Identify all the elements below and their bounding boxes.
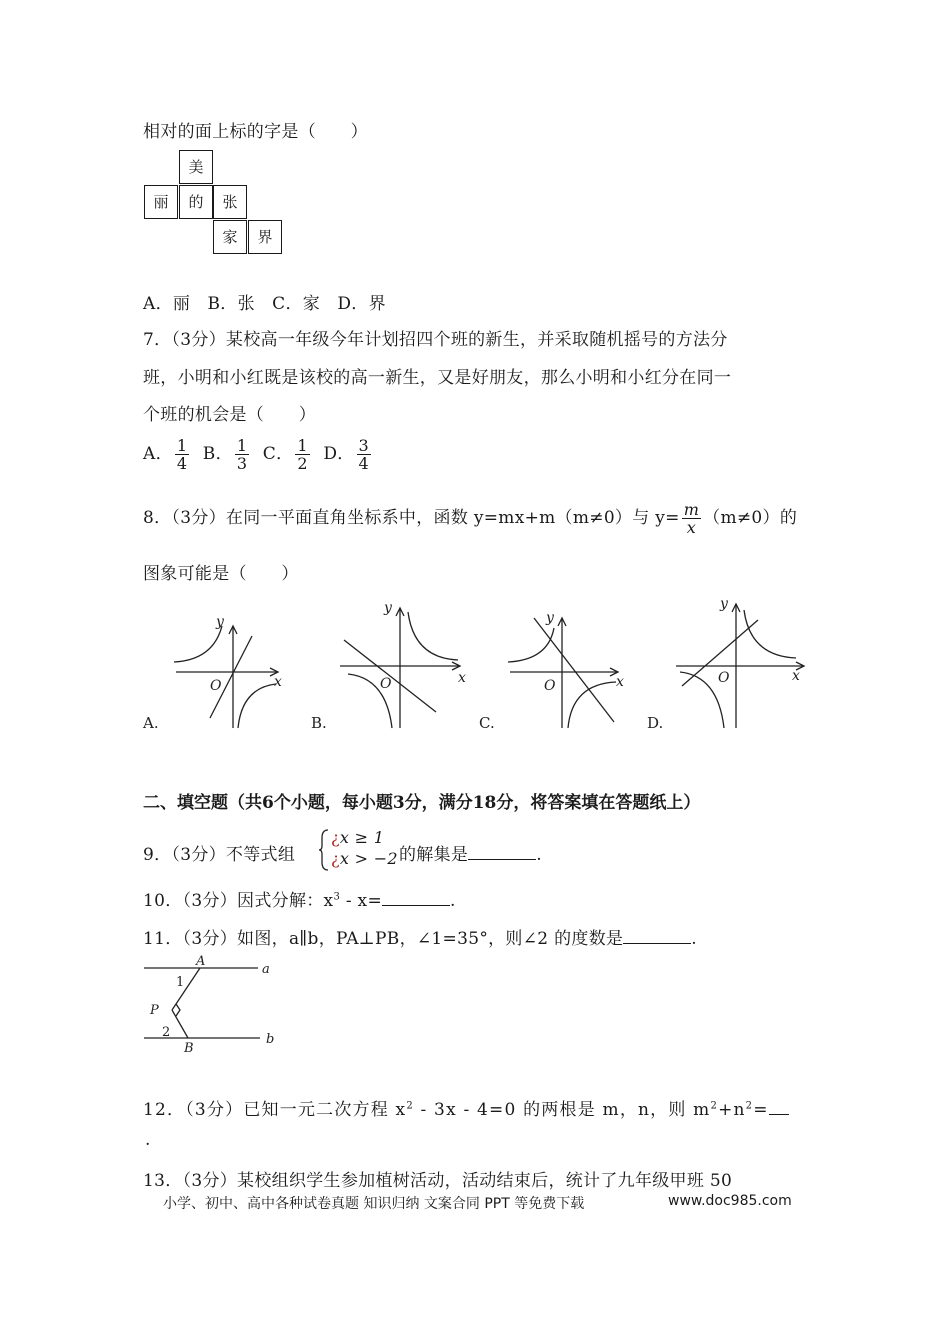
q10: 10．（3分）因式分解：$x^3 - x=$ . <box>143 891 456 911</box>
footer-text: 小学、初中、高中各种试卷真题 知识归纳 文案合同 PPT 等免费下载 <box>163 1196 585 1212</box>
q9-ineq1: ¿x ≥ 1 <box>331 828 385 847</box>
graph-c-x-label: x <box>616 674 624 690</box>
q9-post: 的解集是 . <box>399 845 542 865</box>
graph-b <box>340 608 460 728</box>
net-cell-3: 的 <box>179 185 213 219</box>
net-cell-5: 家 <box>213 220 247 254</box>
section-2-title: 二、填空题（共6个小题，每小题3分，满分18分，将答案填在答题纸上） <box>143 793 701 813</box>
graph-a-origin: O <box>210 678 222 694</box>
q7-line1: 7．（3分）某校高一年级今年计划招四个班的新生，并采取随机摇号的方法分 <box>143 330 728 350</box>
net-cell-1: 美 <box>179 150 213 184</box>
q7-option-c-label: C． <box>262 444 294 464</box>
q6-options: A．丽 B．张 C．家 D．界 <box>143 294 386 314</box>
graph-a-x-label: x <box>274 674 282 690</box>
q11-point-b: B <box>184 1041 194 1052</box>
q8-line1 <box>143 501 797 536</box>
q9-pre: 9．（3分）不等式组 <box>143 845 296 865</box>
net-cell-2: 丽 <box>144 185 178 219</box>
q11-figure <box>140 952 290 1052</box>
q9-brace <box>318 828 330 872</box>
graph-d-origin: O <box>718 670 730 686</box>
graph-a <box>174 626 278 728</box>
q12-answer-blank[interactable] <box>769 1098 789 1115</box>
graph-a-label: A. <box>143 714 159 732</box>
graph-c-y-label: y <box>546 610 554 626</box>
q11-line-b: b <box>266 1032 275 1047</box>
q11-angle-1: 1 <box>176 975 185 990</box>
q10-answer-blank[interactable] <box>382 889 450 906</box>
q8-pre: 8．（3分）在同一平面直角坐标系中，函数 y=mx+m（m≠0）与 y= <box>143 508 680 528</box>
q11-point-a: A <box>196 954 206 969</box>
q12: 12．（3分）已知一元二次方程 $x^2 - 3x - 4=0$ 的两根是 m，n，则 $m^2+n^2=$ <box>143 1095 789 1120</box>
q11-answer-blank[interactable] <box>623 927 691 944</box>
q7-option-b-fraction: $\frac{1}{3}$ <box>236 436 248 473</box>
q7-line2: 班，小明和小红既是该校的高一新生，又是好朋友，那么小明和小红分在同一 <box>143 368 732 388</box>
q7-option-b-label: B． <box>202 444 233 464</box>
footer-url[interactable]: www.doc985.com <box>668 1193 792 1209</box>
graph-c <box>508 618 618 728</box>
q7-line3: 个班的机会是（ ） <box>143 405 316 425</box>
q7-option-a-fraction: $\frac{1}{4}$ <box>176 436 188 473</box>
graph-d <box>676 604 804 728</box>
q13-line1: 13．（3分）某校组织学生参加植树活动，活动结束后，统计了九年级甲班 50 <box>143 1171 733 1191</box>
q8-line2: 图象可能是（ ） <box>143 564 299 584</box>
q7-option-d-fraction: $\frac{3}{4}$ <box>358 436 370 473</box>
q9-answer-blank[interactable] <box>468 843 536 860</box>
graph-c-origin: O <box>544 678 556 694</box>
q11-line-a: a <box>262 962 270 977</box>
graph-d-x-label: x <box>792 668 800 684</box>
q8-graphs <box>140 590 820 740</box>
net-cell-4: 张 <box>213 185 247 219</box>
q7-options <box>143 437 373 472</box>
q7-option-a-label: A． <box>143 444 173 464</box>
graph-a-y-label: y <box>216 614 224 630</box>
q11-angle-2: 2 <box>162 1025 171 1040</box>
q6-tail: 相对的面上标的字是（ ） <box>143 122 368 142</box>
q11: 11．（3分）如图，a∥b，PA⊥PB，∠1=35°，则∠2 的度数是 . <box>143 929 698 949</box>
graph-b-origin: O <box>380 676 392 692</box>
graph-b-x-label: x <box>458 670 466 686</box>
q8-fraction: $\frac{m}{x}$ <box>683 500 700 537</box>
graph-d-label: D. <box>647 714 664 732</box>
q9-ineq2: ¿x > −2 <box>331 849 398 868</box>
q11-point-p: P <box>150 1003 159 1018</box>
q12-line2: . <box>145 1130 151 1150</box>
net-cell-6: 界 <box>248 220 282 254</box>
q7-option-c-fraction: $\frac{1}{2}$ <box>297 436 308 473</box>
q7-option-d-label: D． <box>323 444 355 464</box>
graph-b-label: B. <box>311 714 327 732</box>
q8-post: （m≠0）的 <box>703 508 798 528</box>
graph-d-y-label: y <box>720 596 728 612</box>
graph-b-y-label: y <box>384 600 392 616</box>
graph-c-label: C. <box>479 714 495 732</box>
